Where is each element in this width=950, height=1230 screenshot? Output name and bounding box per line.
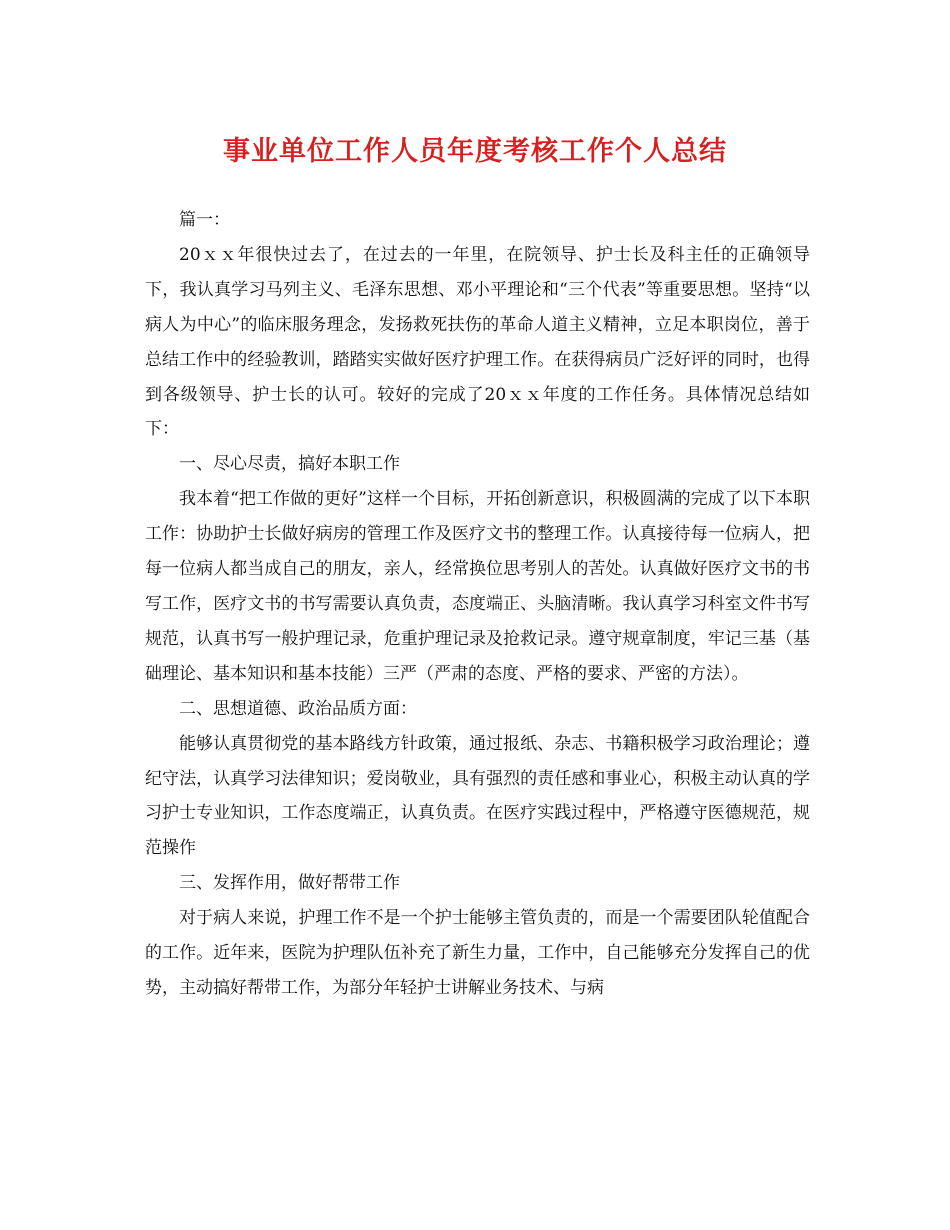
section-heading-3: 三、发挥作用，做好帮带工作 (179, 873, 400, 894)
paragraph-section-2: 能够认真贯彻党的基本路线方针政策，通过报纸、杂志、书籍积极学习政治理论；遵纪守法，认真学习法律知识；爱岗敬业，具有强烈的责任感和事业心，积极主动认真的学习护士专业知识，工作态度端正，认真负责。在医疗实践过程中，严格遵守医德规范，规范操作 (145, 733, 810, 859)
document-title: 事业单位工作人员年度考核工作个人总结 (223, 136, 727, 167)
paragraph-section-3: 对于病人来说，护理工作不是一个护士能够主管负责的，而是一个需要团队轮值配合的工作。近年来，医院为护理队伍补充了新生力量，工作中，自己能够充分发挥自己的优势，主动搞好帮带工作，为部分年轻护士讲解业务技术、与病 (145, 908, 810, 998)
section-heading-1: 一、尽心尽责，搞好本职工作 (179, 454, 400, 475)
paragraph-part-one-heading: 篇一： (179, 210, 230, 230)
paragraph-section-1: 我本着“把工作做的更好”这样一个目标，开拓创新意识，积极圆满的完成了以下本职工作：协助护士长做好病房的管理工作及医疗文书的整理工作。认真接待每一位病人，把每一位病人都当成自己的朋友，亲人，经常换位思考别人的苦处。认真做好医疗文书的书写工作，医疗文书的书写需要认真负责，态度端正、头脑清晰。我认真学习科室文件书写规范，认真书写一般护理记录，危重护理记录及抢救记录。遵守规章制度，牢记三基（基础理论、基本知识和基本技能）三严（严肃的态度、严格的要求、严密的方法）。 (145, 489, 810, 684)
section-heading-2: 二、思想道德、政治品质方面： (179, 698, 417, 719)
paragraph-intro: 20ｘｘ年很快过去了，在过去的一年里，在院领导、护士长及科主任的正确领导下，我认真学习马列主义、毛泽东思想、邓小平理论和“三个代表”等重要思想。坚持“以病人为中心”的临床服务理念，发扬救死扶伤的革命人道主义精神，立足本职岗位，善于总结工作中的经验教训，踏踏实实做好医疗护理工作。在获得病员广泛好评的同时，也得到各级领导、护士长的认可。较好的完成了20ｘｘ年度的工作任务。具体情况总结如下： (145, 244, 810, 440)
document-body (145, 203, 810, 1006)
